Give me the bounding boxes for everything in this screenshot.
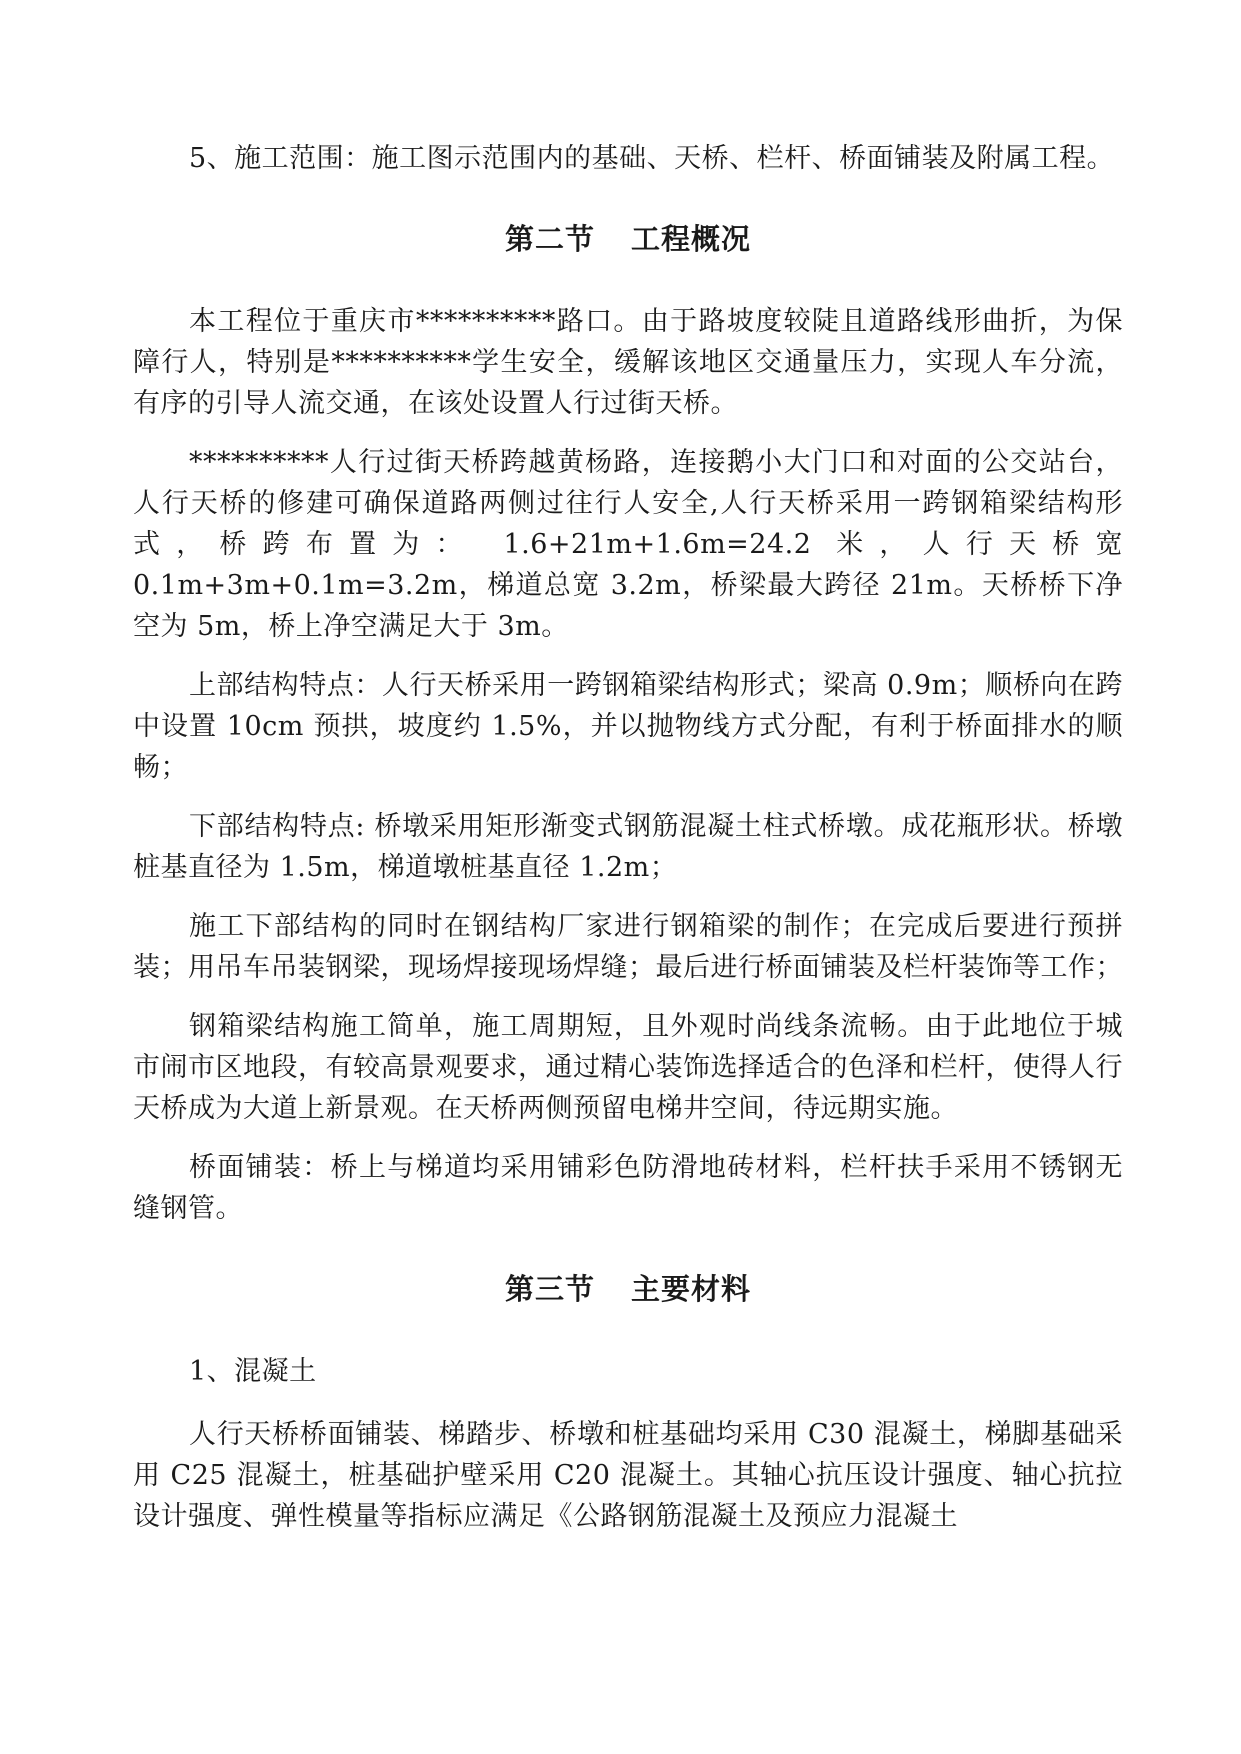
section-heading-main-materials bbox=[133, 1267, 1123, 1311]
paragraph-landscape: 钢箱梁结构施工简单，施工周期短，且外观时尚线条流畅。由于此地位于城市闹市区地段，有较高景观要求，通过精心装饰选择适合的色泽和栏杆，使得人行天桥成为大道上新景观。在天桥两侧预留电梯井空间，待远期实施。 bbox=[133, 1011, 1123, 1124]
paragraph-deck-paving: 桥面铺装：桥上与梯道均采用铺彩色防滑地砖材料，栏杆扶手采用不锈钢无缝钢管。 bbox=[133, 1152, 1123, 1224]
section-heading-project-overview bbox=[133, 217, 1123, 261]
document-body bbox=[133, 138, 1123, 1555]
paragraph-bridge-layout: **********人行过街天桥跨越黄杨路，连接鹅小大门口和对面的公交站台，人行天桥的修建可确保道路两侧过往行人安全,人行天桥采用一跨钢箱梁结构形式，桥跨布置为： 1.6+21m+1.6m=24.2 米，人行天桥宽 0.1m+3m+0.1m=3.2m，梯道总宽 3.2m，桥梁最大跨径 21m。天桥桥下净空为 5m，桥上净空满足大于 3m。 bbox=[133, 447, 1123, 642]
section-number: 第二节 bbox=[504, 222, 595, 256]
paragraph-concrete-spec: 人行天桥桥面铺装、梯踏步、桥墩和桩基础均采用 C30 混凝土，梯脚基础采用 C25 混凝土，桩基础护壁采用 C20 混凝土。其轴心抗压设计强度、轴心抗拉设计强度、弹性模量等指标应满足《公路钢筋混凝土及预应力混凝土 bbox=[133, 1419, 1123, 1532]
paragraph-substructure: 下部结构特点: 桥墩采用矩形渐变式钢筋混凝土柱式桥墩。成花瓶形状。桥墩桩基直径为 1.5m，梯道墩桩基直径 1.2m； bbox=[133, 811, 1123, 883]
paragraph-superstructure: 上部结构特点：人行天桥采用一跨钢箱梁结构形式；梁高 0.9m；顺桥向在跨中设置 10cm 预拱，坡度约 1.5%，并以抛物线方式分配，有利于桥面排水的顺畅； bbox=[133, 670, 1123, 783]
paragraph-construction-scope: 5、施工范围：施工图示范围内的基础、天桥、栏杆、桥面铺装及附属工程。 bbox=[189, 143, 1115, 174]
section-title: 主要材料 bbox=[631, 1272, 752, 1306]
section-number: 第三节 bbox=[504, 1272, 595, 1306]
section-title: 工程概况 bbox=[631, 222, 752, 256]
paragraph-concrete-heading: 1、混凝土 bbox=[189, 1356, 317, 1387]
paragraph-construction-sequence: 施工下部结构的同时在钢结构厂家进行钢箱梁的制作；在完成后要进行预拼装；用吊车吊装钢梁，现场焊接现场焊缝；最后进行桥面铺装及栏杆装饰等工作； bbox=[133, 911, 1123, 983]
paragraph-location: 本工程位于重庆市**********路口。由于路坡度较陡且道路线形曲折，为保障行人，特别是**********学生安全，缓解该地区交通量压力，实现人车分流，有序的引导人流交通，在该处设置人行过街天桥。 bbox=[133, 306, 1123, 419]
